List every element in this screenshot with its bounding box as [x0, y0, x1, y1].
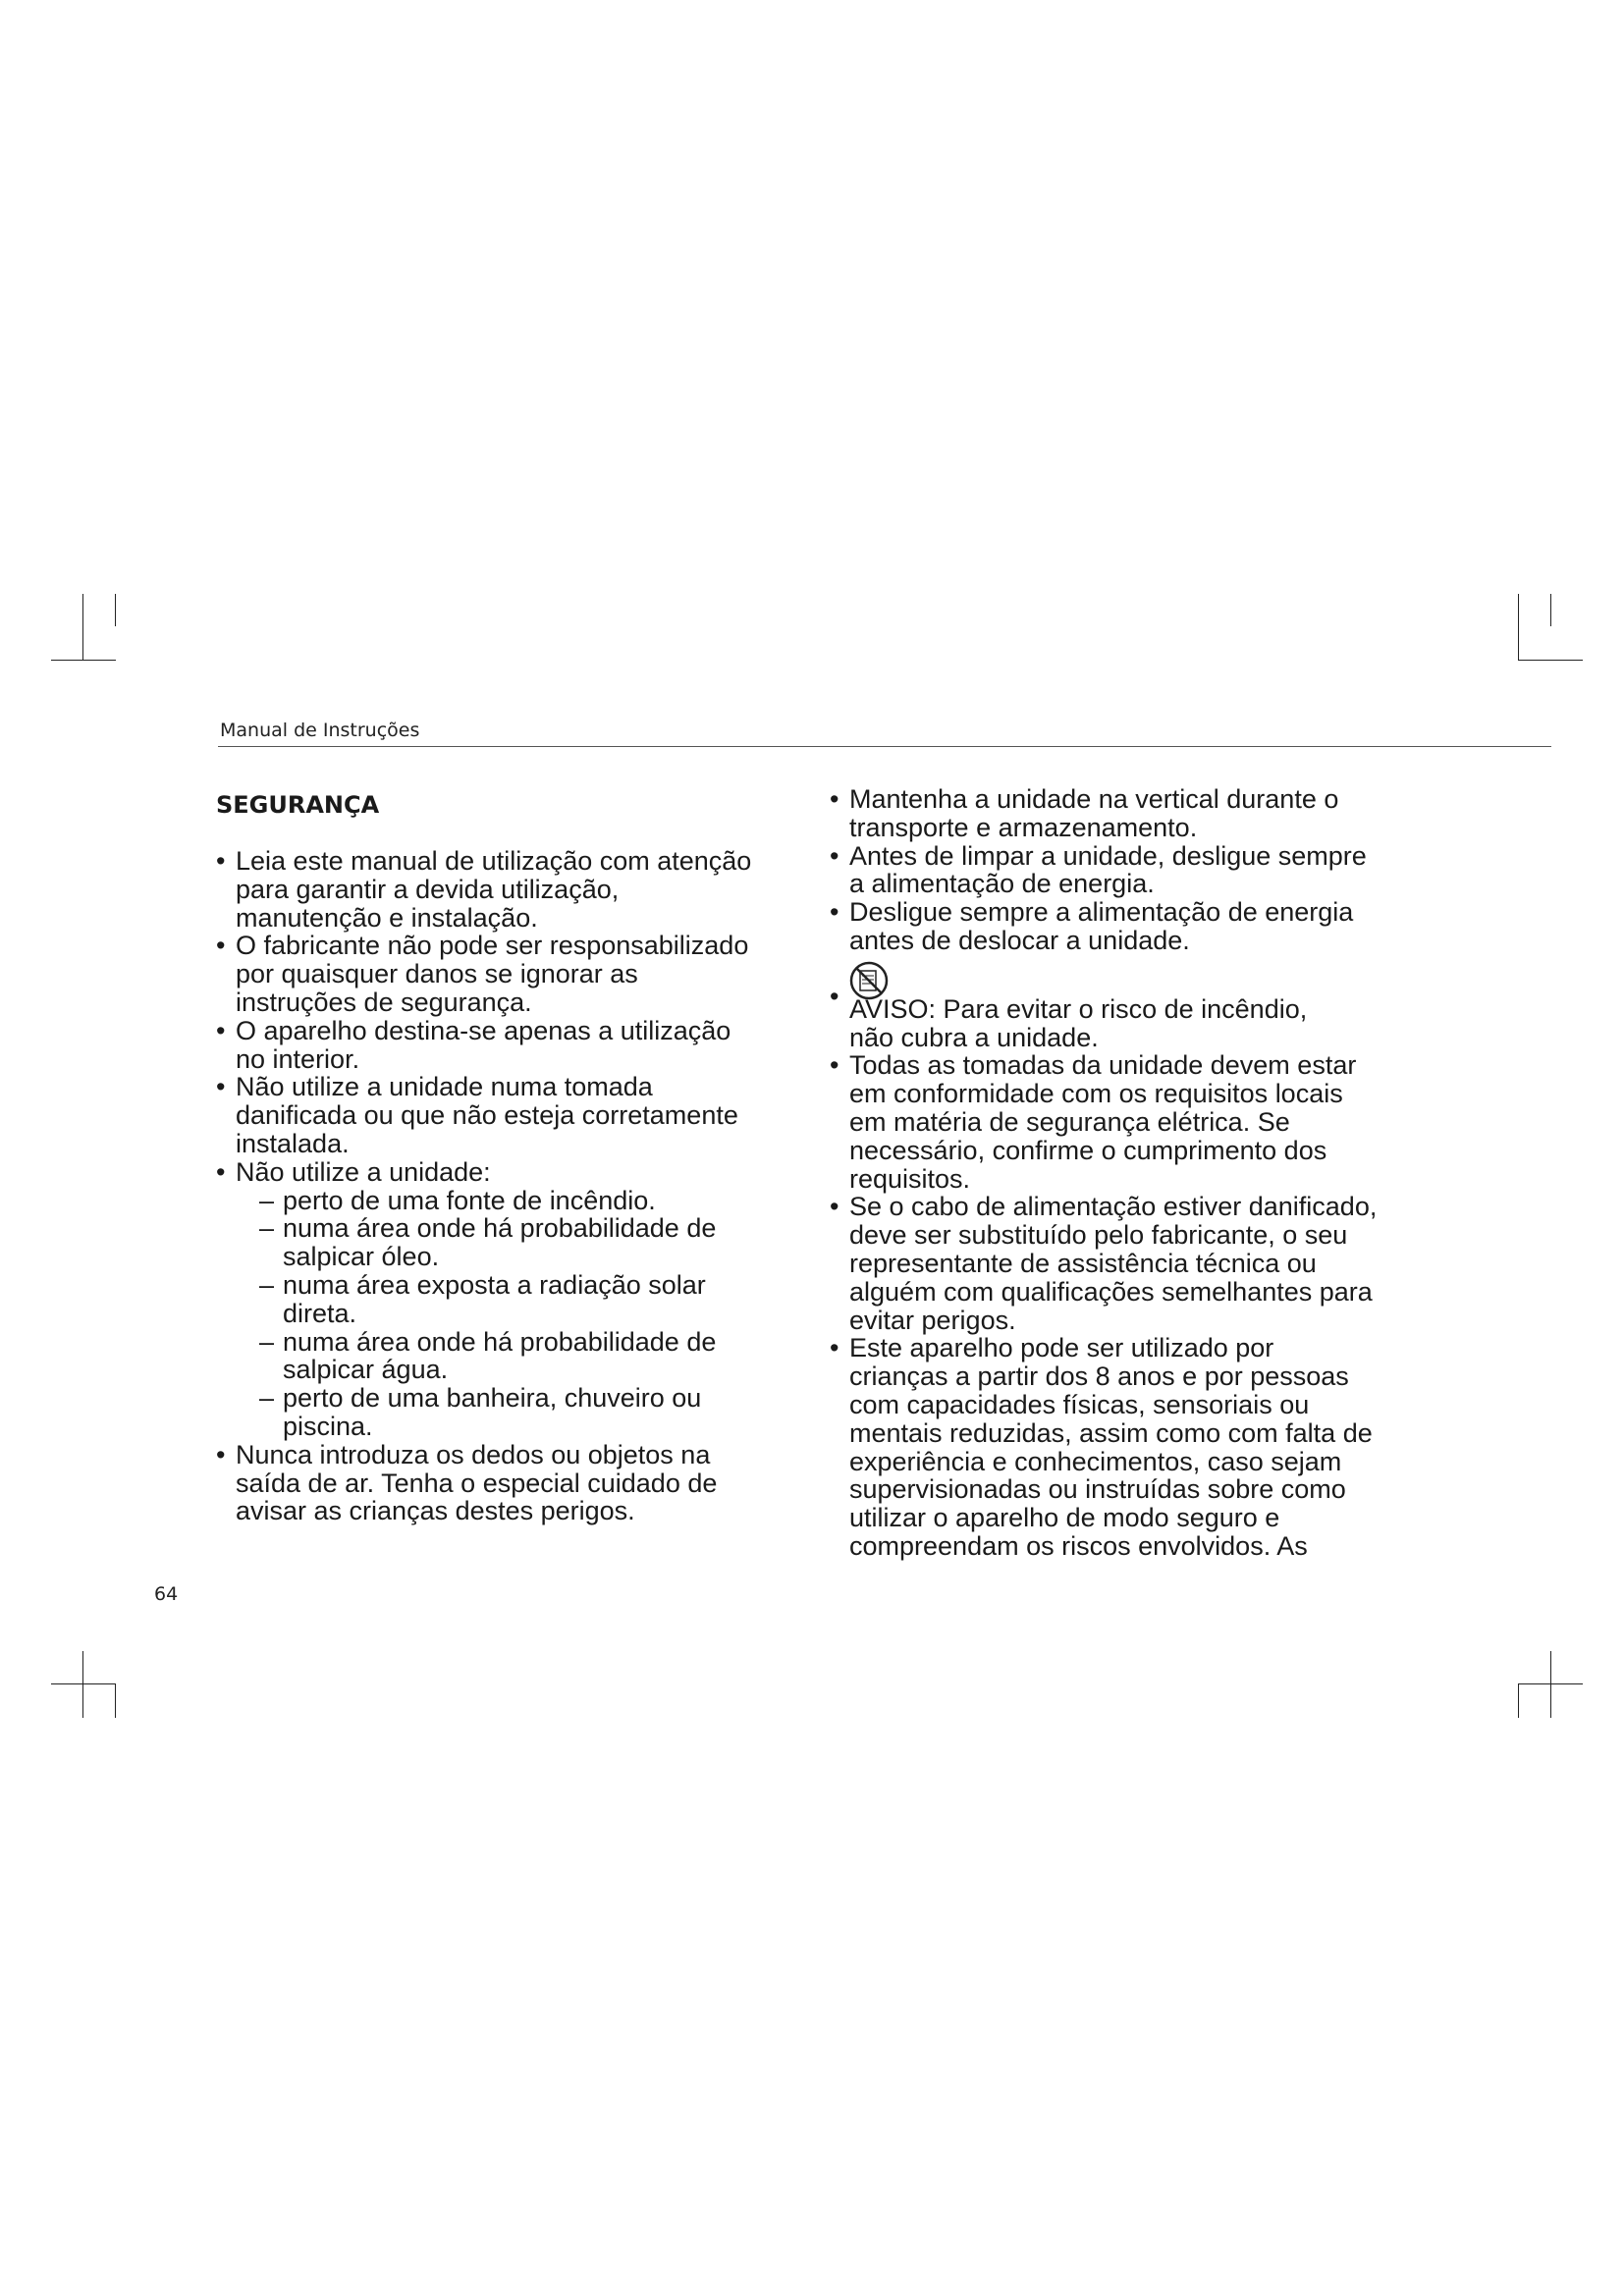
list-item-line: Mantenha a unidade na vertical durante o	[849, 784, 1339, 814]
list-item	[828, 842, 1456, 899]
list-item-line: requisitos.	[849, 1163, 971, 1194]
list-item-line: com capacidades físicas, sensoriais ou	[849, 1389, 1310, 1419]
list-item	[214, 932, 803, 1016]
list-item	[828, 1334, 1456, 1560]
bullet-mark: •	[830, 981, 839, 1011]
right-bullet-list-top	[828, 785, 1456, 955]
bullet-mark: •	[830, 784, 839, 814]
bullet-mark: •	[830, 1333, 839, 1363]
list-item-line: Antes de limpar a unidade, desligue sempre	[849, 840, 1367, 871]
dash-mark: –	[259, 1326, 275, 1357]
list-item-line: Nunca introduza os dedos ou objetos na	[236, 1439, 711, 1469]
sub-item-text: numa área onde há probabilidade de	[283, 1213, 717, 1244]
list-item-line: transporte e armazenamento.	[849, 812, 1198, 842]
list-item-line: Não utilize a unidade:	[236, 1156, 491, 1187]
list-item-line: avisar as crianças destes perigos.	[236, 1496, 635, 1526]
sub-item-text: salpicar água.	[283, 1355, 449, 1385]
list-item-line: necessário, confirme o cumprimento dos	[849, 1135, 1327, 1165]
sub-item-line	[214, 1214, 803, 1243]
list-item-line: Se o cabo de alimentação estiver danificado,	[849, 1192, 1378, 1222]
sub-item-line	[214, 1328, 803, 1357]
bullet-mark: •	[216, 1072, 226, 1102]
sub-item-line	[214, 1413, 803, 1441]
list-item-line: deve ser substituído pelo fabricante, o seu	[849, 1220, 1348, 1251]
do-not-cover-icon	[849, 983, 889, 1022]
warning-line-1	[849, 983, 1456, 1024]
list-item-line: em conformidade com os requisitos locais	[849, 1079, 1343, 1109]
list-item-line: representante de assistência técnica ou	[849, 1248, 1317, 1278]
dash-mark: –	[259, 1383, 275, 1414]
list-item-line: Todas as tomadas da unidade devem estar	[849, 1050, 1357, 1081]
warning-line-2: não cubra a unidade.	[849, 1022, 1099, 1052]
list-item-line: O fabricante não pode ser responsabilizado	[236, 931, 749, 961]
left-sub-list	[214, 1187, 803, 1441]
list-item	[828, 1051, 1456, 1193]
bullet-mark: •	[830, 897, 839, 928]
dash-mark: –	[259, 1269, 275, 1300]
list-item-line: supervisionadas ou instruídas sobre como	[849, 1474, 1346, 1505]
bullet-mark: •	[216, 931, 226, 961]
list-item-line: alguém com qualificações semelhantes para	[849, 1276, 1373, 1307]
sub-item-text: perto de uma banheira, chuveiro ou	[283, 1383, 702, 1414]
list-item-line: experiência e conhecimentos, caso sejam	[849, 1446, 1342, 1476]
right-column	[828, 785, 1456, 1561]
sub-item-text: salpicar óleo.	[283, 1242, 440, 1272]
sub-item-line	[214, 1300, 803, 1328]
list-item-line: danificada ou que não esteja corretamente	[236, 1100, 738, 1131]
list-item	[214, 1158, 803, 1187]
left-column	[214, 785, 803, 1525]
list-item	[214, 847, 803, 932]
list-item-line: antes de deslocar a unidade.	[849, 925, 1190, 955]
list-item-line: instruções de segurança.	[236, 987, 532, 1017]
sub-item-text: numa área onde há probabilidade de	[283, 1326, 717, 1357]
sub-item-line	[214, 1187, 803, 1215]
right-bullet-list-bottom	[828, 1051, 1456, 1560]
list-item	[828, 1193, 1456, 1334]
dash-mark: –	[259, 1185, 275, 1215]
bullet-mark: •	[216, 846, 226, 876]
sub-item-text: perto de uma fonte de incêndio.	[283, 1185, 656, 1215]
list-item	[214, 1441, 803, 1525]
list-item-line: a alimentação de energia.	[849, 869, 1155, 899]
bullet-mark: •	[216, 1015, 226, 1045]
list-item-line: no interior.	[236, 1043, 360, 1074]
list-item-line: saída de ar. Tenha o especial cuidado de	[236, 1468, 718, 1498]
bullet-mark: •	[216, 1156, 226, 1187]
list-item-line: compreendam os riscos envolvidos. As	[849, 1530, 1308, 1561]
list-item-line: Leia este manual de utilização com atenção	[236, 846, 752, 876]
list-item-line: por quaisquer danos se ignorar as	[236, 959, 638, 989]
list-item-line: Não utilize a unidade numa tomada	[236, 1072, 653, 1102]
header-title: Manual de Instruções	[220, 720, 420, 741]
list-item	[214, 1073, 803, 1157]
sub-item-line	[214, 1384, 803, 1413]
sub-item-line	[214, 1243, 803, 1271]
sub-item-text: numa área exposta a radiação solar	[283, 1269, 706, 1300]
list-item-line: mentais reduzidas, assim como com falta de	[849, 1417, 1373, 1448]
warning-text-line: AVISO: Para evitar o risco de incêndio,	[849, 993, 1308, 1024]
list-item	[214, 1017, 803, 1074]
section-heading: SEGURANÇA	[216, 791, 380, 819]
list-item-line: Desligue sempre a alimentação de energia	[849, 897, 1354, 928]
header-rule	[218, 746, 1551, 747]
bullet-mark: •	[830, 1050, 839, 1081]
bullet-mark: •	[830, 840, 839, 871]
sub-item-text: direta.	[283, 1298, 357, 1328]
list-item-line: para garantir a devida utilização,	[236, 874, 620, 904]
warning-item	[828, 983, 1456, 1052]
list-item-line: manutenção e instalação.	[236, 902, 538, 933]
list-item-line: instalada.	[236, 1128, 350, 1158]
list-item-line: O aparelho destina-se apenas a utilização	[236, 1015, 731, 1045]
list-item	[828, 898, 1456, 955]
list-item-line: Este aparelho pode ser utilizado por	[849, 1333, 1274, 1363]
bullet-mark: •	[216, 1439, 226, 1469]
sub-item-line	[214, 1271, 803, 1300]
sub-item-line	[214, 1356, 803, 1384]
list-item-line: evitar perigos.	[849, 1305, 1016, 1335]
page-number: 64	[154, 1583, 179, 1605]
list-item-line: crianças a partir dos 8 anos e por pessoas	[849, 1362, 1349, 1392]
list-item-line: em matéria de segurança elétrica. Se	[849, 1106, 1290, 1137]
sub-item-text: piscina.	[283, 1411, 373, 1441]
left-final-item	[214, 1441, 803, 1525]
list-item-line: utilizar o aparelho de modo seguro e	[849, 1503, 1280, 1533]
bullet-mark: •	[830, 1192, 839, 1222]
left-bullet-list	[214, 847, 803, 1187]
dash-mark: –	[259, 1213, 275, 1244]
list-item	[828, 785, 1456, 842]
